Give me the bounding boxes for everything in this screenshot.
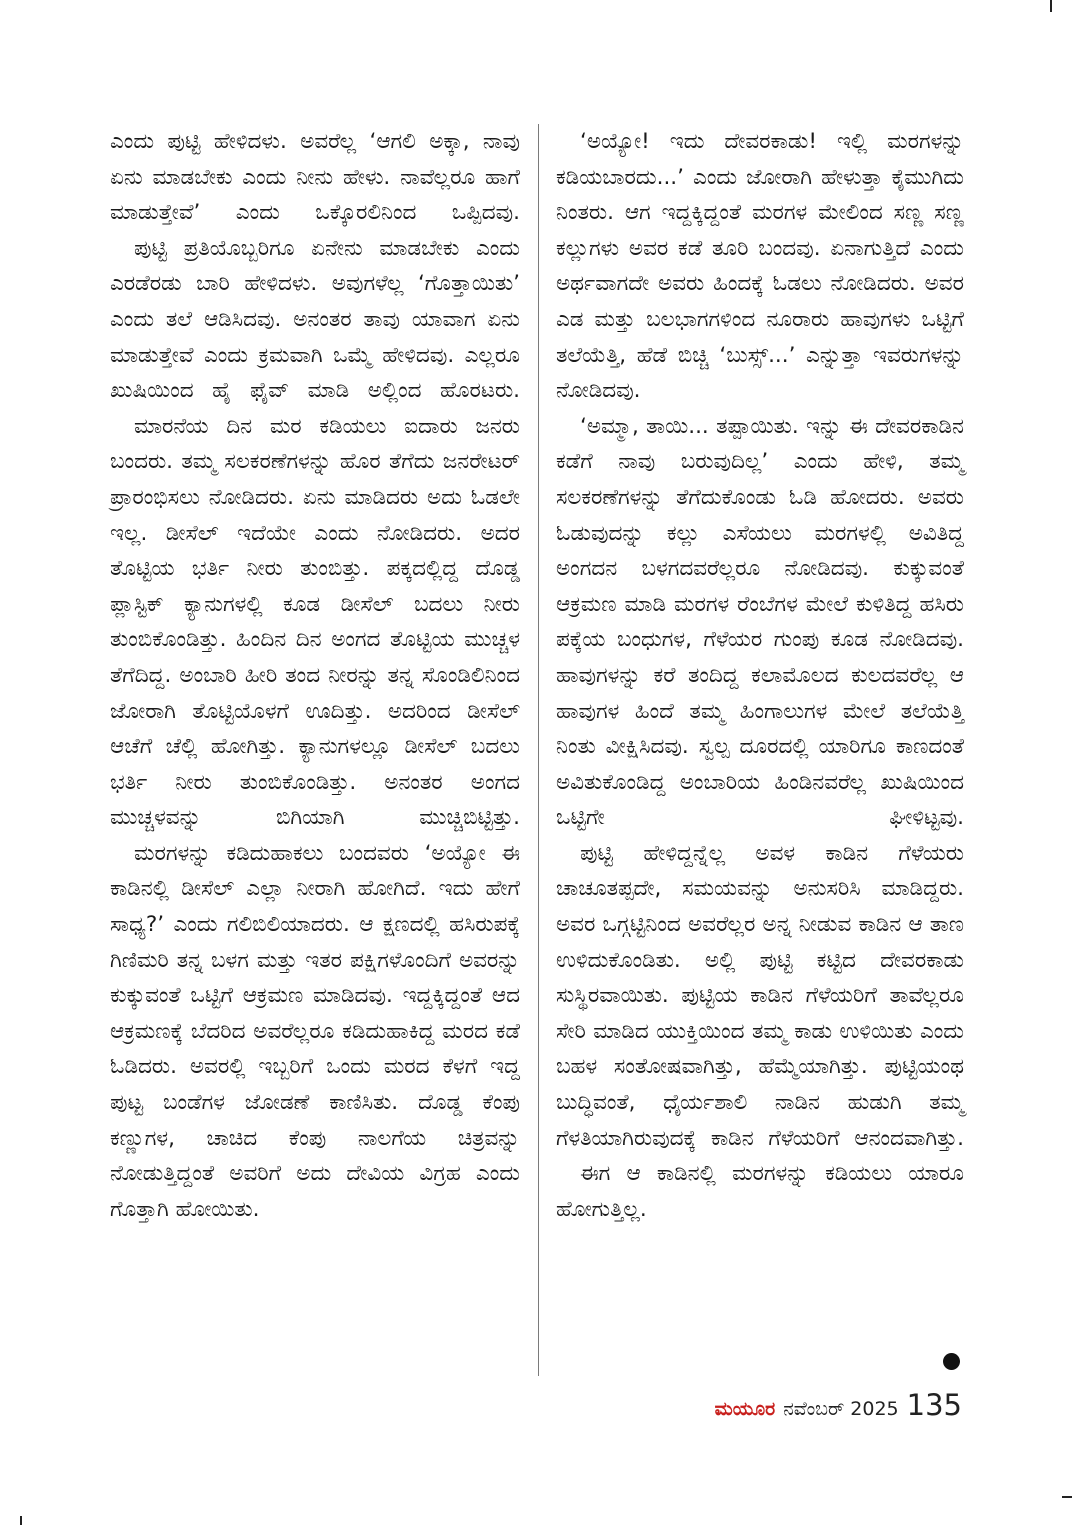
crop-mark-top-right <box>1050 0 1052 12</box>
paragraph: ಮರಗಳನ್ನು ಕಡಿದುಹಾಕಲು ಬಂದವರು ‘ಅಯ್ಯೋ ಈ ಕಾಡಿನಲ್ಲಿ ಡೀಸೆಲ್ ಎಲ್ಲಾ ನೀರಾಗಿ ಹೋಗಿದೆ. ಇದು ಹೇಗೆ ಸಾಧ್ಯ?’ ಎಂದು ಗಲಿಬಿಲಿಯಾದರು. ಆ ಕ್ಷಣದಲ್ಲಿ ಹಸಿರುಪಕ್ಕೆ ಗಿಣಿಮರಿ ತನ್ನ ಬಳಗ ಮತ್ತು ಇತರ ಪಕ್ಷಿಗಳೊಂದಿಗೆ ಅವರನ್ನು ಕುಕ್ಕುವಂತೆ ಒಟ್ಟಿಗೆ ಆಕ್ರಮಣ ಮಾಡಿದವು. ಇದ್ದಕ್ಕಿದ್ದಂತೆ ಆದ ಆಕ್ರಮಣಕ್ಕೆ ಬೆದರಿದ ಅವರೆಲ್ಲರೂ ಕಡಿದುಹಾಕಿದ್ದ ಮರದ ಕಡೆ ಓಡಿದರು. ಅವರಲ್ಲಿ ಇಬ್ಬರಿಗೆ ಒಂದು ಮರದ ಕೆಳಗೆ ಇದ್ದ ಪುಟ್ಟ ಬಂಡೆಗಳ ಜೋಡಣೆ ಕಾಣಿಸಿತು. ದೊಡ್ಡ ಕೆಂಪು ಕಣ್ಣುಗಳ, ಚಾಚಿದ ಕೆಂಪು ನಾಲಗೆಯ ಚಿತ್ರವನ್ನು ನೋಡುತ್ತಿದ್ದಂತೆ ಅವರಿಗೆ ಅದು ದೇವಿಯ ವಿಗ್ರಹ ಎಂದು ಗೊತ್ತಾಗಿ ಹೋಯಿತು. <box>110 840 520 1222</box>
page-number: 135 <box>906 1388 962 1422</box>
issue-date: ನವೆಂಬರ್ 2025 <box>783 1398 899 1420</box>
crop-mark-right-edge <box>1062 1496 1072 1498</box>
paragraph: ಮಾರನೆಯ ದಿನ ಮರ ಕಡಿಯಲು ಐದಾರು ಜನರು ಬಂದರು. ತಮ್ಮ ಸಲಕರಣೆಗಳನ್ನು ಹೊರ ತೆಗೆದು ಜನರೇಟರ್ ಪ್ರಾರಂಭಿಸಲು ನೋಡಿದರು. ಏನು ಮಾಡಿದರು ಅದು ಓಡಲೇ ಇಲ್ಲ. ಡೀಸೆಲ್ ಇದೆಯೇ ಎಂದು ನೋಡಿದರು. ಅದರ ತೊಟ್ಟಿಯ ಭರ್ತಿ ನೀರು ತುಂಬಿತ್ತು. ಪಕ್ಕದಲ್ಲಿದ್ದ ದೊಡ್ಡ ಪ್ಲಾಸ್ಟಿಕ್ ಕ್ಯಾನುಗಳಲ್ಲಿ ಕೂಡ ಡೀಸೆಲ್ ಬದಲು ನೀರು ತುಂಬಿಕೊಂಡಿತ್ತು. ಹಿಂದಿನ ದಿನ ಅಂಗದ ತೊಟ್ಟಿಯ ಮುಚ್ಚಳ ತೆಗೆದಿದ್ದ. ಅಂಬಾರಿ ಹೀರಿ ತಂದ ನೀರನ್ನು ತನ್ನ ಸೊಂಡಿಲಿನಿಂದ ಜೋರಾಗಿ ತೊಟ್ಟಿಯೊಳಗೆ ಊದಿತ್ತು. ಅದರಿಂದ ಡೀಸೆಲ್ ಆಚೆಗೆ ಚೆಲ್ಲಿ ಹೋಗಿತ್ತು. ಕ್ಯಾನುಗಳಲ್ಲೂ ಡೀಸೆಲ್ ಬದಲು ಭರ್ತಿ ನೀರು ತುಂಬಿಕೊಂಡಿತ್ತು. ಅನಂತರ ಅಂಗದ ಮುಚ್ಚಳವನ್ನು ಬಿಗಿಯಾಗಿ ಮುಚ್ಚಿಬಿಟ್ಟಿತ್ತು. <box>110 413 520 831</box>
paragraph: ‘ಅಯ್ಯೋ! ಇದು ದೇವರಕಾಡು! ಇಲ್ಲಿ ಮರಗಳನ್ನು ಕಡಿಯಬಾರದು...’ ಎಂದು ಜೋರಾಗಿ ಹೇಳುತ್ತಾ ಕೈಮುಗಿದು ನಿಂತರು. ಆಗ ಇದ್ದಕ್ಕಿದ್ದಂತೆ ಮರಗಳ ಮೇಲಿಂದ ಸಣ್ಣ ಸಣ್ಣ ಕಲ್ಲುಗಳು ಅವರ ಕಡೆ ತೂರಿ ಬಂದವು. ಏನಾಗುತ್ತಿದೆ ಎಂದು ಅರ್ಥವಾಗದೇ ಅವರು ಹಿಂದಕ್ಕೆ ಓಡಲು ನೋಡಿದರು. ಅವರ ಎಡ ಮತ್ತು ಬಲಭಾಗಗಳಿಂದ ನೂರಾರು ಹಾವುಗಳು ಒಟ್ಟಿಗೆ ತಲೆಯೆತ್ತಿ, ಹೆಡೆ ಬಿಚ್ಚಿ ‘ಬುಸ್ಸ್...’ ಎನ್ನುತ್ತಾ ಇವರುಗಳನ್ನು ನೋಡಿದವು. <box>556 129 964 404</box>
story-end-bullet <box>943 1353 960 1370</box>
right-text-column <box>556 124 964 1227</box>
column-divider <box>538 124 539 1376</box>
left-text-column <box>110 124 520 1227</box>
page-footer <box>715 1388 962 1428</box>
paragraph: ಪುಟ್ಟಿ ಹೇಳಿದ್ದನ್ನೆಲ್ಲ ಅವಳ ಕಾಡಿನ ಗೆಳೆಯರು ಚಾಚೂತಪ್ಪದೇ, ಸಮಯವನ್ನು ಅನುಸರಿಸಿ ಮಾಡಿದ್ದರು. ಅವರ ಒಗ್ಗಟ್ಟಿನಿಂದ ಅವರೆಲ್ಲರ ಅನ್ನ ನೀಡುವ ಕಾಡಿನ ಆ ತಾಣ ಉಳಿದುಕೊಂಡಿತು. ಅಲ್ಲಿ ಪುಟ್ಟಿ ಕಟ್ಟಿದ ದೇವರಕಾಡು ಸುಸ್ಥಿರವಾಯಿತು. ಪುಟ್ಟಿಯ ಕಾಡಿನ ಗೆಳೆಯರಿಗೆ ತಾವೆಲ್ಲರೂ ಸೇರಿ ಮಾಡಿದ ಯುಕ್ತಿಯಿಂದ ತಮ್ಮ ಕಾಡು ಉಳಿಯಿತು ಎಂದು ಬಹಳ ಸಂತೋಷವಾಗಿತ್ತು, ಹೆಮ್ಮೆಯಾಗಿತ್ತು. ಪುಟ್ಟಿಯಂಥ ಬುದ್ಧಿವಂತೆ, ಧೈರ್ಯಶಾಲಿ ನಾಡಿನ ಹುಡುಗಿ ತಮ್ಮ ಗೆಳತಿಯಾಗಿರುವುದಕ್ಕೆ ಕಾಡಿನ ಗೆಳೆಯರಿಗೆ ಆನಂದವಾಗಿತ್ತು. <box>556 840 964 1151</box>
crop-mark-bottom-left <box>20 1516 22 1525</box>
magazine-logo: ಮಯೂರ <box>714 1398 776 1420</box>
paragraph: ಈಗ ಆ ಕಾಡಿನಲ್ಲಿ ಮರಗಳನ್ನು ಕಡಿಯಲು ಯಾರೂ ಹೋಗುತ್ತಿಲ್ಲ. <box>556 1161 964 1222</box>
paragraph: ಎಂದು ಪುಟ್ಟಿ ಹೇಳಿದಳು. ಅವರೆಲ್ಲ ‘ಆಗಲಿ ಅಕ್ಕಾ, ನಾವು ಏನು ಮಾಡಬೇಕು ಎಂದು ನೀನು ಹೇಳು. ನಾವೆಲ್ಲರೂ ಹಾಗೆ ಮಾಡುತ್ತೇವೆ’ ಎಂದು ಒಕ್ಕೊರಲಿನಿಂದ ಒಪ್ಪಿದವು. <box>110 129 520 226</box>
paragraph: ಪುಟ್ಟಿ ಪ್ರತಿಯೊಬ್ಬರಿಗೂ ಏನೇನು ಮಾಡಬೇಕು ಎಂದು ಎರಡೆರಡು ಬಾರಿ ಹೇಳಿದಳು. ಅವುಗಳೆಲ್ಲ ‘ಗೊತ್ತಾಯಿತು’ ಎಂದು ತಲೆ ಆಡಿಸಿದವು. ಅನಂತರ ತಾವು ಯಾವಾಗ ಏನು ಮಾಡುತ್ತೇವೆ ಎಂದು ಕ್ರಮವಾಗಿ ಒಮ್ಮೆ ಹೇಳಿದವು. ಎಲ್ಲರೂ ಖುಷಿಯಿಂದ ಹೈ ಫೈವ್ ಮಾಡಿ ಅಲ್ಲಿಂದ ಹೊರಟರು. <box>110 235 520 404</box>
paragraph: ‘ಅಮ್ಮಾ, ತಾಯಿ... ತಪ್ಪಾಯಿತು. ಇನ್ನು ಈ ದೇವರಕಾಡಿನ ಕಡೆಗೆ ನಾವು ಬರುವುದಿಲ್ಲ’ ಎಂದು ಹೇಳಿ, ತಮ್ಮ ಸಲಕರಣೆಗಳನ್ನು ತೆಗೆದುಕೊಂಡು ಓಡಿ ಹೋದರು. ಅವರು ಓಡುವುದನ್ನು ಕಲ್ಲು ಎಸೆಯಲು ಮರಗಳಲ್ಲಿ ಅವಿತಿದ್ದ ಅಂಗದನ ಬಳಗದವರೆಲ್ಲರೂ ನೋಡಿದವು. ಕುಕ್ಕುವಂತೆ ಆಕ್ರಮಣ ಮಾಡಿ ಮರಗಳ ರೆಂಬೆಗಳ ಮೇಲೆ ಕುಳಿತಿದ್ದ ಹಸಿರು ಪಕ್ಕೆಯ ಬಂಧುಗಳ, ಗೆಳೆಯರ ಗುಂಪು ಕೂಡ ನೋಡಿದವು. ಹಾವುಗಳನ್ನು ಕರೆ ತಂದಿದ್ದ ಕಲಾಮೊಲದ ಕುಲದವರೆಲ್ಲ ಆ ಹಾವುಗಳ ಹಿಂದೆ ತಮ್ಮ ಹಿಂಗಾಲುಗಳ ಮೇಲೆ ತಲೆಯೆತ್ತಿ ನಿಂತು ವೀಕ್ಷಿಸಿದವು. ಸ್ವಲ್ಪ ದೂರದಲ್ಲಿ ಯಾರಿಗೂ ಕಾಣದಂತೆ ಅವಿತುಕೊಂಡಿದ್ದ ಅಂಬಾರಿಯ ಹಿಂಡಿನವರೆಲ್ಲ ಖುಷಿಯಿಂದ ಒಟ್ಟಿಗೇ ಘೀಳಿಟ್ಟವು. <box>556 413 964 831</box>
